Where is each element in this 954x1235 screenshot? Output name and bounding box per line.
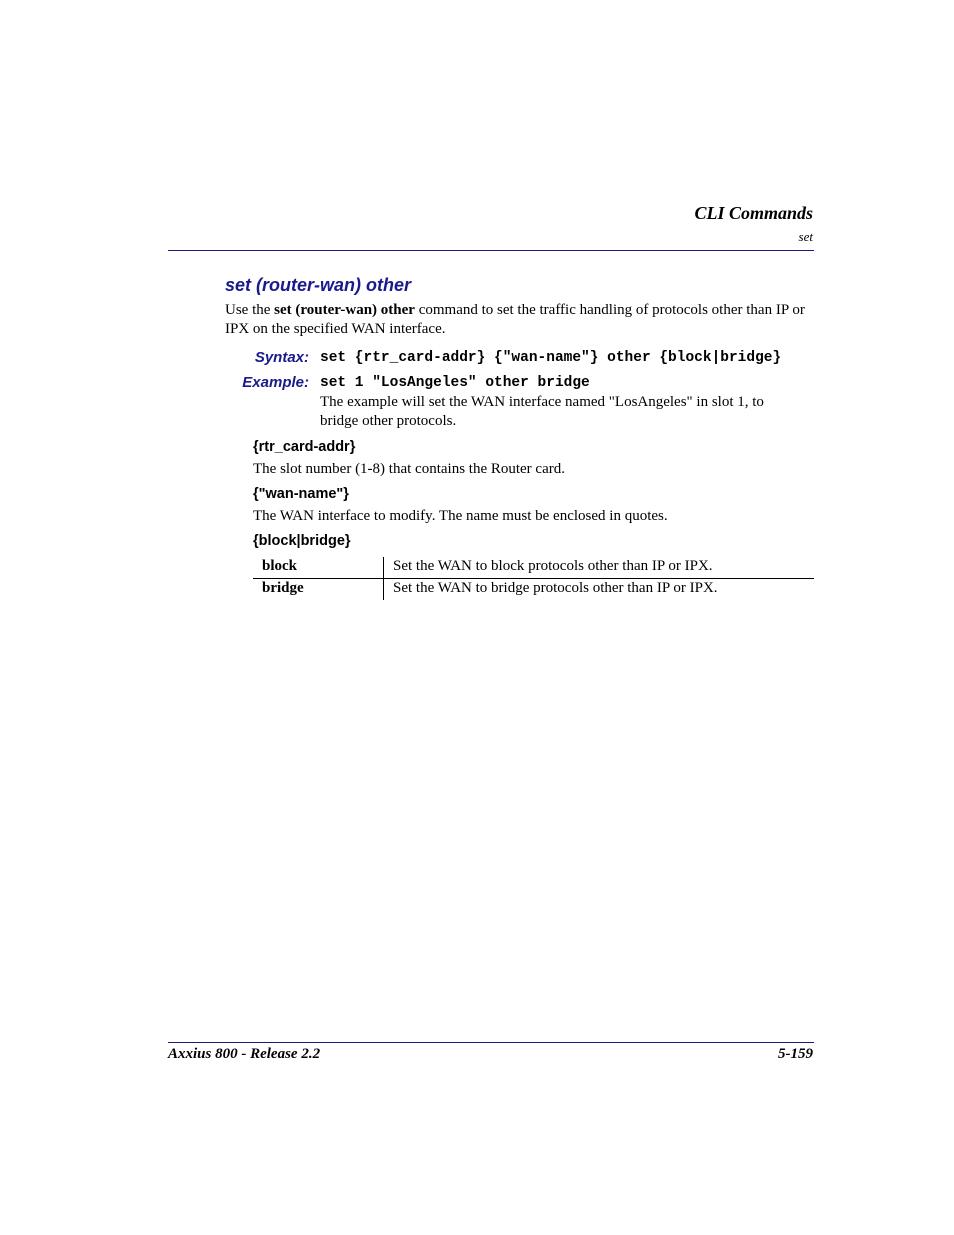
- syntax-code: set {rtr_card-addr} {"wan-name"} other {block|bridge}: [320, 350, 782, 366]
- param-description: The WAN interface to modify. The name must be enclosed in quotes.: [253, 508, 668, 524]
- option-key: block: [253, 557, 384, 579]
- example-label: Example:: [242, 374, 309, 391]
- intro-command-other: other: [380, 302, 415, 318]
- option-value: Set the WAN to block protocols other than IP or IPX.: [384, 557, 815, 579]
- table-row: [253, 579, 814, 601]
- table-row: [253, 557, 814, 579]
- page-number: 5-159: [778, 1046, 813, 1062]
- option-key: bridge: [253, 579, 384, 601]
- section-title: set (router-wan) other: [225, 275, 412, 295]
- syntax-label: Syntax:: [254, 349, 309, 366]
- example-description: The example will set the WAN interface named "LosAngeles" in slot 1, to bridge other protocols.: [320, 394, 764, 429]
- param-name: {block|bridge}: [253, 533, 351, 549]
- footer-title: Axxius 800 - Release 2.2: [168, 1046, 321, 1062]
- example-code: set 1 "LosAngeles" other bridge: [320, 375, 590, 391]
- intro-command: set (router-wan): [274, 302, 378, 318]
- footer-rule: [168, 1042, 814, 1043]
- param-description: The slot number (1-8) that contains the Router card.: [253, 461, 565, 477]
- option-value: Set the WAN to bridge protocols other than IP or IPX.: [393, 580, 718, 596]
- header-rule: [168, 250, 814, 251]
- options-table: [253, 557, 814, 600]
- intro-paragraph: [225, 301, 815, 339]
- param-name: {"wan-name"}: [253, 486, 349, 502]
- header-subtitle: set: [798, 229, 813, 244]
- intro-prefix: Use the: [225, 302, 275, 318]
- header-title: CLI Commands: [694, 203, 813, 223]
- param-name: {rtr_card-addr}: [253, 439, 356, 455]
- intro-suffix: command to set the traffic handling of protocols other than IP or IPX on the specified WAN interface.: [225, 302, 805, 337]
